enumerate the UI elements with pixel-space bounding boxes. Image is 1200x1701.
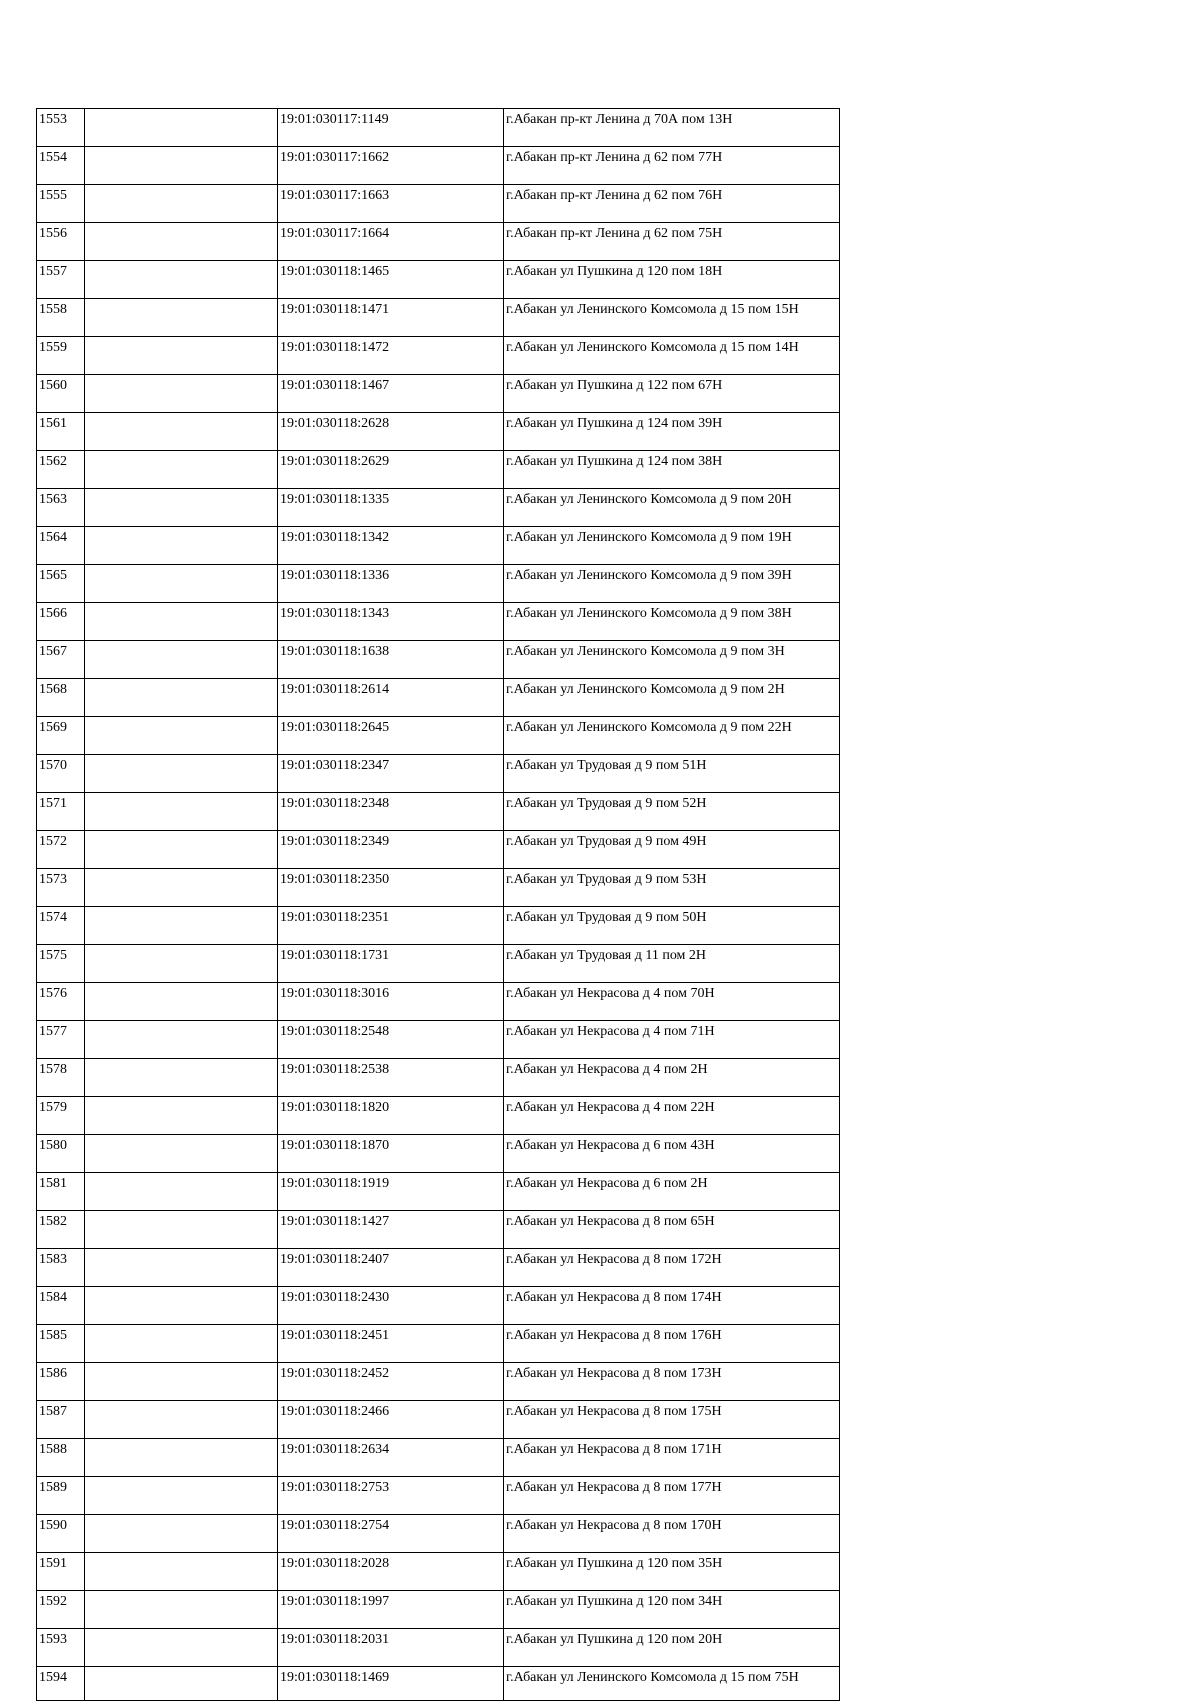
cadastral-number-cell: 19:01:030117:1662 (278, 147, 504, 185)
cadastral-number-cell: 19:01:030118:2347 (278, 755, 504, 793)
address-cell: г.Абакан ул Ленинского Комсомола д 15 пом 15Н (504, 299, 840, 337)
row-number-cell: 1569 (37, 717, 85, 755)
row-number-cell: 1585 (37, 1325, 85, 1363)
row-number-cell: 1579 (37, 1097, 85, 1135)
row-number-cell: 1574 (37, 907, 85, 945)
cadastral-number-cell: 19:01:030118:1467 (278, 375, 504, 413)
table-row (37, 185, 840, 223)
empty-cell (85, 413, 278, 451)
table-row (37, 793, 840, 831)
empty-cell (85, 1477, 278, 1515)
row-number-cell: 1568 (37, 679, 85, 717)
empty-cell (85, 1591, 278, 1629)
cadastral-number-cell: 19:01:030118:3016 (278, 983, 504, 1021)
address-cell: г.Абакан ул Некрасова д 8 пом 170Н (504, 1515, 840, 1553)
table-row (37, 945, 840, 983)
empty-cell (85, 907, 278, 945)
table-row (37, 831, 840, 869)
row-number-cell: 1581 (37, 1173, 85, 1211)
table-row (37, 299, 840, 337)
address-cell: г.Абакан ул Ленинского Комсомола д 15 пом 75Н (504, 1667, 840, 1701)
address-cell: г.Абакан ул Трудовая д 9 пом 52Н (504, 793, 840, 831)
address-cell: г.Абакан ул Ленинского Комсомола д 9 пом 19Н (504, 527, 840, 565)
address-cell: г.Абакан ул Некрасова д 6 пом 43Н (504, 1135, 840, 1173)
row-number-cell: 1571 (37, 793, 85, 831)
table-row (37, 489, 840, 527)
address-cell: г.Абакан ул Пушкина д 120 пом 20Н (504, 1629, 840, 1667)
empty-cell (85, 1401, 278, 1439)
cadastral-number-cell: 19:01:030118:2614 (278, 679, 504, 717)
empty-cell (85, 1135, 278, 1173)
address-cell: г.Абакан ул Ленинского Комсомола д 9 пом 39Н (504, 565, 840, 603)
address-cell: г.Абакан ул Трудовая д 11 пом 2Н (504, 945, 840, 983)
cadastral-number-cell: 19:01:030118:1472 (278, 337, 504, 375)
table-row (37, 641, 840, 679)
address-cell: г.Абакан ул Некрасова д 8 пом 177Н (504, 1477, 840, 1515)
empty-cell (85, 1211, 278, 1249)
empty-cell (85, 1439, 278, 1477)
property-registry-table (36, 108, 840, 1701)
address-cell: г.Абакан пр-кт Ленина д 62 пом 76Н (504, 185, 840, 223)
table-row (37, 1211, 840, 1249)
table-row (37, 1097, 840, 1135)
document-page (36, 108, 840, 1701)
table-row (37, 1021, 840, 1059)
address-cell: г.Абакан ул Некрасова д 8 пом 172Н (504, 1249, 840, 1287)
row-number-cell: 1559 (37, 337, 85, 375)
row-number-cell: 1582 (37, 1211, 85, 1249)
row-number-cell: 1588 (37, 1439, 85, 1477)
cadastral-number-cell: 19:01:030118:2349 (278, 831, 504, 869)
row-number-cell: 1593 (37, 1629, 85, 1667)
table-row (37, 679, 840, 717)
cadastral-number-cell: 19:01:030118:1335 (278, 489, 504, 527)
empty-cell (85, 1325, 278, 1363)
address-cell: г.Абакан ул Трудовая д 9 пом 50Н (504, 907, 840, 945)
row-number-cell: 1580 (37, 1135, 85, 1173)
empty-cell (85, 299, 278, 337)
table-row (37, 1287, 840, 1325)
table-row (37, 147, 840, 185)
address-cell: г.Абакан ул Некрасова д 8 пом 173Н (504, 1363, 840, 1401)
table-row (37, 1439, 840, 1477)
cadastral-number-cell: 19:01:030118:2538 (278, 1059, 504, 1097)
cadastral-number-cell: 19:01:030117:1664 (278, 223, 504, 261)
empty-cell (85, 185, 278, 223)
row-number-cell: 1572 (37, 831, 85, 869)
row-number-cell: 1584 (37, 1287, 85, 1325)
row-number-cell: 1560 (37, 375, 85, 413)
address-cell: г.Абакан ул Ленинского Комсомола д 9 пом 38Н (504, 603, 840, 641)
address-cell: г.Абакан пр-кт Ленина д 62 пом 77Н (504, 147, 840, 185)
address-cell: г.Абакан ул Некрасова д 8 пом 65Н (504, 1211, 840, 1249)
row-number-cell: 1575 (37, 945, 85, 983)
table-row (37, 1249, 840, 1287)
address-cell: г.Абакан ул Пушкина д 122 пом 67Н (504, 375, 840, 413)
address-cell: г.Абакан ул Пушкина д 124 пом 38Н (504, 451, 840, 489)
table-row (37, 603, 840, 641)
empty-cell (85, 1629, 278, 1667)
address-cell: г.Абакан ул Некрасова д 4 пом 22Н (504, 1097, 840, 1135)
row-number-cell: 1561 (37, 413, 85, 451)
cadastral-number-cell: 19:01:030118:2031 (278, 1629, 504, 1667)
table-row (37, 413, 840, 451)
empty-cell (85, 527, 278, 565)
table-row (37, 1173, 840, 1211)
table-row (37, 565, 840, 603)
table-row (37, 1477, 840, 1515)
cadastral-number-cell: 19:01:030118:2645 (278, 717, 504, 755)
row-number-cell: 1573 (37, 869, 85, 907)
table-row (37, 109, 840, 147)
empty-cell (85, 1249, 278, 1287)
empty-cell (85, 1287, 278, 1325)
table-row (37, 375, 840, 413)
empty-cell (85, 261, 278, 299)
empty-cell (85, 565, 278, 603)
address-cell: г.Абакан пр-кт Ленина д 62 пом 75Н (504, 223, 840, 261)
table-row (37, 261, 840, 299)
cadastral-number-cell: 19:01:030118:2753 (278, 1477, 504, 1515)
cadastral-number-cell: 19:01:030117:1149 (278, 109, 504, 147)
cadastral-number-cell: 19:01:030118:2451 (278, 1325, 504, 1363)
row-number-cell: 1562 (37, 451, 85, 489)
address-cell: г.Абакан ул Ленинского Комсомола д 9 пом 20Н (504, 489, 840, 527)
row-number-cell: 1578 (37, 1059, 85, 1097)
table-row (37, 1553, 840, 1591)
cadastral-number-cell: 19:01:030118:1336 (278, 565, 504, 603)
address-cell: г.Абакан ул Некрасова д 8 пом 176Н (504, 1325, 840, 1363)
cadastral-number-cell: 19:01:030118:2466 (278, 1401, 504, 1439)
address-cell: г.Абакан ул Пушкина д 124 пом 39Н (504, 413, 840, 451)
registry-table-body (37, 109, 840, 1701)
cadastral-number-cell: 19:01:030118:1427 (278, 1211, 504, 1249)
address-cell: г.Абакан ул Некрасова д 6 пом 2Н (504, 1173, 840, 1211)
cadastral-number-cell: 19:01:030118:1919 (278, 1173, 504, 1211)
cadastral-number-cell: 19:01:030118:2629 (278, 451, 504, 489)
address-cell: г.Абакан ул Трудовая д 9 пом 51Н (504, 755, 840, 793)
address-cell: г.Абакан ул Некрасова д 4 пом 71Н (504, 1021, 840, 1059)
cadastral-number-cell: 19:01:030118:1870 (278, 1135, 504, 1173)
row-number-cell: 1558 (37, 299, 85, 337)
table-row (37, 1591, 840, 1629)
cadastral-number-cell: 19:01:030118:2754 (278, 1515, 504, 1553)
table-row (37, 1363, 840, 1401)
empty-cell (85, 1021, 278, 1059)
table-row (37, 1325, 840, 1363)
address-cell: г.Абакан ул Ленинского Комсомола д 9 пом 3Н (504, 641, 840, 679)
table-row (37, 717, 840, 755)
row-number-cell: 1564 (37, 527, 85, 565)
row-number-cell: 1565 (37, 565, 85, 603)
address-cell: г.Абакан ул Ленинского Комсомола д 9 пом 2Н (504, 679, 840, 717)
row-number-cell: 1557 (37, 261, 85, 299)
table-row (37, 527, 840, 565)
empty-cell (85, 223, 278, 261)
cadastral-number-cell: 19:01:030118:2407 (278, 1249, 504, 1287)
table-row (37, 337, 840, 375)
row-number-cell: 1583 (37, 1249, 85, 1287)
empty-cell (85, 1667, 278, 1701)
row-number-cell: 1592 (37, 1591, 85, 1629)
cadastral-number-cell: 19:01:030118:1471 (278, 299, 504, 337)
cadastral-number-cell: 19:01:030118:1820 (278, 1097, 504, 1135)
address-cell: г.Абакан ул Некрасова д 8 пом 171Н (504, 1439, 840, 1477)
cadastral-number-cell: 19:01:030118:2430 (278, 1287, 504, 1325)
row-number-cell: 1556 (37, 223, 85, 261)
address-cell: г.Абакан ул Ленинского Комсомола д 9 пом 22Н (504, 717, 840, 755)
table-row (37, 1629, 840, 1667)
address-cell: г.Абакан ул Некрасова д 8 пом 174Н (504, 1287, 840, 1325)
empty-cell (85, 641, 278, 679)
cadastral-number-cell: 19:01:030118:2628 (278, 413, 504, 451)
address-cell: г.Абакан ул Трудовая д 9 пом 53Н (504, 869, 840, 907)
empty-cell (85, 679, 278, 717)
empty-cell (85, 1553, 278, 1591)
empty-cell (85, 945, 278, 983)
cadastral-number-cell: 19:01:030118:1343 (278, 603, 504, 641)
cadastral-number-cell: 19:01:030117:1663 (278, 185, 504, 223)
cadastral-number-cell: 19:01:030118:1731 (278, 945, 504, 983)
cadastral-number-cell: 19:01:030118:1997 (278, 1591, 504, 1629)
empty-cell (85, 869, 278, 907)
row-number-cell: 1576 (37, 983, 85, 1021)
row-number-cell: 1566 (37, 603, 85, 641)
row-number-cell: 1567 (37, 641, 85, 679)
table-row (37, 755, 840, 793)
row-number-cell: 1553 (37, 109, 85, 147)
table-row (37, 1135, 840, 1173)
empty-cell (85, 109, 278, 147)
cadastral-number-cell: 19:01:030118:2634 (278, 1439, 504, 1477)
address-cell: г.Абакан ул Некрасова д 8 пом 175Н (504, 1401, 840, 1439)
cadastral-number-cell: 19:01:030118:1638 (278, 641, 504, 679)
empty-cell (85, 1515, 278, 1553)
row-number-cell: 1587 (37, 1401, 85, 1439)
table-row (37, 223, 840, 261)
row-number-cell: 1589 (37, 1477, 85, 1515)
empty-cell (85, 717, 278, 755)
table-row (37, 1667, 840, 1701)
empty-cell (85, 1059, 278, 1097)
address-cell: г.Абакан ул Пушкина д 120 пом 34Н (504, 1591, 840, 1629)
table-row (37, 1059, 840, 1097)
row-number-cell: 1590 (37, 1515, 85, 1553)
empty-cell (85, 489, 278, 527)
empty-cell (85, 147, 278, 185)
table-row (37, 451, 840, 489)
row-number-cell: 1563 (37, 489, 85, 527)
row-number-cell: 1591 (37, 1553, 85, 1591)
empty-cell (85, 983, 278, 1021)
row-number-cell: 1586 (37, 1363, 85, 1401)
cadastral-number-cell: 19:01:030118:2351 (278, 907, 504, 945)
empty-cell (85, 793, 278, 831)
address-cell: г.Абакан пр-кт Ленина д 70А пом 13Н (504, 109, 840, 147)
cadastral-number-cell: 19:01:030118:1465 (278, 261, 504, 299)
table-row (37, 869, 840, 907)
row-number-cell: 1594 (37, 1667, 85, 1701)
row-number-cell: 1554 (37, 147, 85, 185)
empty-cell (85, 375, 278, 413)
cadastral-number-cell: 19:01:030118:2350 (278, 869, 504, 907)
empty-cell (85, 831, 278, 869)
address-cell: г.Абакан ул Некрасова д 4 пом 2Н (504, 1059, 840, 1097)
cadastral-number-cell: 19:01:030118:2548 (278, 1021, 504, 1059)
empty-cell (85, 1097, 278, 1135)
row-number-cell: 1555 (37, 185, 85, 223)
address-cell: г.Абакан ул Пушкина д 120 пом 35Н (504, 1553, 840, 1591)
empty-cell (85, 1173, 278, 1211)
address-cell: г.Абакан ул Некрасова д 4 пом 70Н (504, 983, 840, 1021)
row-number-cell: 1570 (37, 755, 85, 793)
cadastral-number-cell: 19:01:030118:2028 (278, 1553, 504, 1591)
table-row (37, 1401, 840, 1439)
empty-cell (85, 755, 278, 793)
table-row (37, 1515, 840, 1553)
cadastral-number-cell: 19:01:030118:2348 (278, 793, 504, 831)
empty-cell (85, 1363, 278, 1401)
cadastral-number-cell: 19:01:030118:1469 (278, 1667, 504, 1701)
cadastral-number-cell: 19:01:030118:1342 (278, 527, 504, 565)
address-cell: г.Абакан ул Пушкина д 120 пом 18Н (504, 261, 840, 299)
table-row (37, 983, 840, 1021)
cadastral-number-cell: 19:01:030118:2452 (278, 1363, 504, 1401)
table-row (37, 907, 840, 945)
address-cell: г.Абакан ул Ленинского Комсомола д 15 пом 14Н (504, 337, 840, 375)
empty-cell (85, 337, 278, 375)
empty-cell (85, 451, 278, 489)
address-cell: г.Абакан ул Трудовая д 9 пом 49Н (504, 831, 840, 869)
row-number-cell: 1577 (37, 1021, 85, 1059)
empty-cell (85, 603, 278, 641)
